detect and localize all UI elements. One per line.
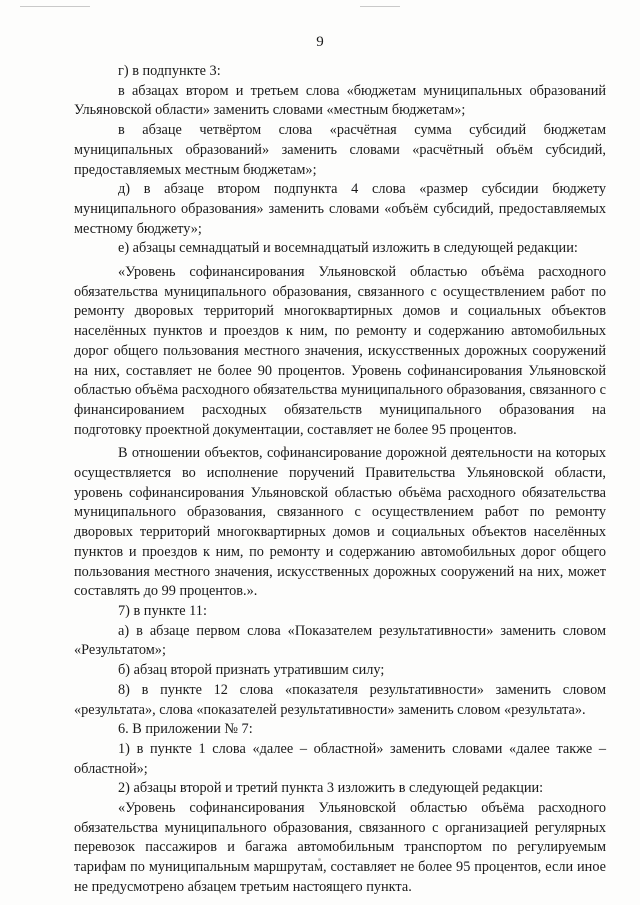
document-body xyxy=(74,62,606,898)
quoted-paragraph: «Уровень софинансирования Ульяновской областью объёма расходного обязательства муниципального образования, связанного с осуществлением работ по ремонту дворовых территорий многоквартирных домов и социальных объектов населённых пунктов и проездов к ним, по ремонту и содержанию автомобильных дорог общего пользования местного значения, искусственных дорожных сооружений на них, составляет не более 90 процентов. Уровень софинансирования Ульяновской областью объёма расходного обязательства муниципального образования, связанного с финансированием расходных обязательств муниципального образования на подготовку проектной документации, составляет не более 95 процентов. xyxy=(74,264,606,438)
paragraph: 8) в пункте 12 слова «показателя результативности» заменить словом «результата», слова «показателей результативности» заменить словом «результата». xyxy=(74,681,606,718)
paragraph: в абзаце четвёртом слова «расчётная сумма субсидий бюджетам муниципальных образований» заменить словами «расчётный объём субсидий, предоставляемых местным бюджетам»; xyxy=(74,122,606,178)
paragraph: 2) абзацы второй и третий пункта 3 изложить в следующей редакции: xyxy=(118,780,544,797)
paragraph: В отношении объектов, софинансирование дорожной деятельности на которых осуществляется во исполнение поручений Правительства Ульяновской области, уровень софинансирования Ульяновской областью объёма расходного обязательства муниципального образования, связанного с осуществлением работ по ремонту дворовых территорий многоквартирных домов и социальных объектов населённых пунктов и проездов к ним, по ремонту и содержанию автомобильных дорог общего пользования местного значения, искусственных дорожных сооружений на них, может составлять до 99 процентов.». xyxy=(74,445,606,600)
paragraph: д) в абзаце втором подпункта 4 слова «размер субсидии бюджету муниципального образования» заменить словами «объём субсидий, предоставляемых местному бюджету»; xyxy=(74,181,606,237)
paragraph: г) в подпункте 3: xyxy=(118,63,221,79)
paragraph: 6. В приложении № 7: xyxy=(118,721,253,738)
paragraph: 1) в пункте 1 слова «далее – областной» заменить словами «далее также – областной»; xyxy=(74,740,606,777)
scan-artifact xyxy=(20,6,90,7)
paragraph: е) абзацы семнадцатый и восемнадцатый изложить в следующей редакции: xyxy=(118,240,578,257)
paragraph: в абзацах втором и третьем слова «бюджетам муниципальных образований Ульяновской области» заменить словами «местным бюджетам»; xyxy=(74,82,606,119)
page-number: 9 xyxy=(316,34,324,50)
scan-artifact xyxy=(360,6,400,7)
paragraph: а) в абзаце первом слова «Показателем результативности» заменить словом «Результатом»; xyxy=(74,622,606,659)
quoted-paragraph: «Уровень софинансирования Ульяновской областью объёма расходного обязательства муниципального образования, связанного с организацией регулярных перевозок пассажиров и багажа автомобильным транспортом по регулируемым тарифам по муниципальным маршрутам, составляет не более 95 процентов, если иное не предусмотрено абзацем третьим настоящего пункта. xyxy=(74,800,606,895)
paragraph: 7) в пункте 11: xyxy=(118,602,207,619)
paragraph: б) абзац второй признать утратившим силу; xyxy=(118,662,385,679)
